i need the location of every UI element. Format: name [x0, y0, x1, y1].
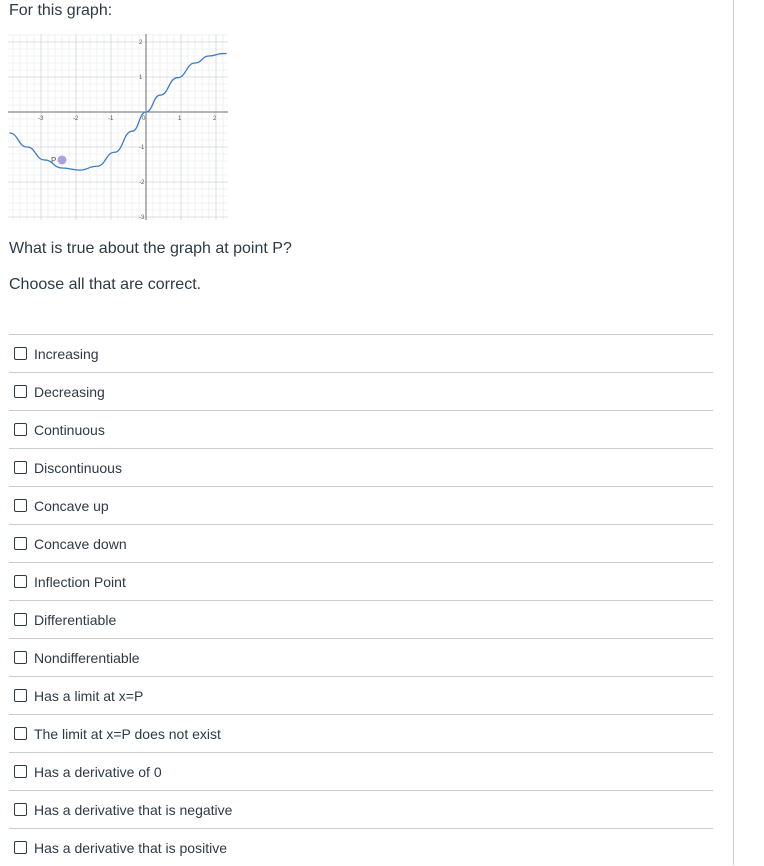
answer-label: Discontinuous [34, 459, 122, 476]
answer-checkbox[interactable] [14, 841, 27, 854]
point-p-label: P [51, 155, 57, 165]
y-tick-labels [139, 40, 145, 220]
answer-option[interactable] [9, 714, 713, 752]
answer-label: Has a derivative of 0 [34, 763, 162, 780]
point-p-marker [58, 155, 67, 164]
answer-checkbox[interactable] [14, 347, 27, 360]
answer-option[interactable] [9, 828, 713, 866]
answer-option[interactable] [9, 448, 713, 486]
question-prompt: For this graph: [9, 2, 113, 19]
answer-option[interactable] [9, 486, 713, 524]
y-tick-label: -2 [139, 180, 145, 186]
answer-checkbox[interactable] [14, 575, 27, 588]
answer-checkbox[interactable] [14, 727, 27, 740]
y-tick-label: -1 [139, 145, 145, 151]
answer-checkbox[interactable] [14, 385, 27, 398]
answer-label: Has a derivative that is negative [34, 801, 233, 818]
answer-checkbox[interactable] [14, 423, 27, 436]
function-graph [8, 34, 228, 220]
answer-label: Inflection Point [34, 573, 126, 590]
x-tick-label: -3 [38, 116, 44, 122]
answer-option[interactable] [9, 410, 713, 448]
answer-label: Concave down [34, 535, 127, 552]
answer-option[interactable] [9, 524, 713, 562]
x-tick-label: 1 [178, 116, 182, 122]
question-instruction: Choose all that are correct. [9, 276, 202, 293]
x-tick-label: -2 [73, 116, 79, 122]
answer-label: Increasing [34, 345, 99, 362]
answer-label: Differentiable [34, 611, 117, 628]
question-text: What is true about the graph at point P? [9, 240, 292, 257]
answer-option[interactable] [9, 790, 713, 828]
answer-option[interactable] [9, 334, 713, 372]
answer-checkbox[interactable] [14, 537, 27, 550]
y-tick-label: 1 [139, 75, 143, 81]
answer-option[interactable] [9, 600, 713, 638]
answer-option[interactable] [9, 638, 713, 676]
answer-label: Has a limit at x=P [34, 687, 144, 704]
answer-option[interactable] [9, 372, 713, 410]
y-tick-label: -3 [139, 215, 145, 220]
x-tick-label: 0 [142, 116, 146, 122]
answer-label: Nondifferentiable [34, 649, 140, 666]
y-tick-label: 2 [139, 40, 143, 46]
answer-label: Decreasing [34, 383, 105, 400]
answer-checkbox[interactable] [14, 803, 27, 816]
answer-option[interactable] [9, 676, 713, 714]
answer-checkbox[interactable] [14, 765, 27, 778]
page-right-border [733, 0, 734, 865]
answer-list [9, 334, 713, 866]
answer-label: Continuous [34, 421, 105, 438]
answer-option[interactable] [9, 752, 713, 790]
answer-checkbox[interactable] [14, 499, 27, 512]
answer-label: The limit at x=P does not exist [34, 725, 221, 742]
answer-checkbox[interactable] [14, 689, 27, 702]
answer-checkbox[interactable] [14, 613, 27, 626]
answer-checkbox[interactable] [14, 651, 27, 664]
x-tick-label: 2 [213, 116, 217, 122]
answer-option[interactable] [9, 562, 713, 600]
answer-label: Has a derivative that is positive [34, 839, 227, 856]
answer-checkbox[interactable] [14, 461, 27, 474]
x-tick-label: -1 [108, 116, 114, 122]
answer-label: Concave up [34, 497, 109, 514]
